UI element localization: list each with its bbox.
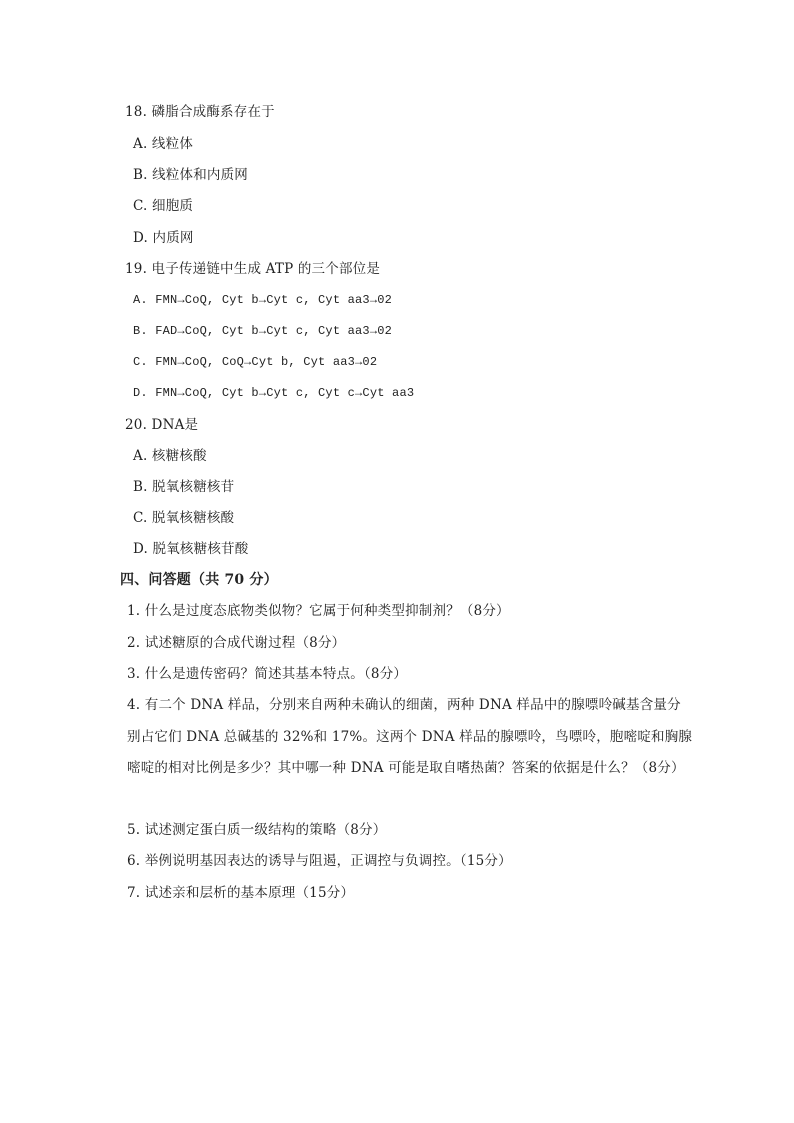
- essay-question-1: 1. 什么是过度态底物类似物？它属于何种类型抑制剂？（8分）: [127, 603, 510, 619]
- essay-question-6: 6. 举例说明基因表达的诱导与阻遏，正调控与负调控。（15分）: [127, 853, 512, 869]
- q20-option-b: B. 脱氧核糖核苷: [133, 479, 235, 495]
- q19-stem: 19. 电子传递链中生成 ATP 的三个部位是: [125, 261, 381, 277]
- q20-option-c: C. 脱氧核糖核酸: [133, 510, 235, 526]
- q20-option-a: A. 核糖核酸: [133, 448, 207, 464]
- q19-option-c: C. FMN→CoQ, CoQ→Cyt b, Cyt aa3→02: [133, 355, 378, 369]
- section-heading: 四、问答题（共 70 分）: [120, 572, 278, 588]
- essay-question-4-line-1: 4. 有二个 DNA 样品，分别来自两种未确认的细菌，两种 DNA 样品中的腺嘌呤碱基含量分: [127, 697, 681, 713]
- essay-question-3: 3. 什么是遗传密码？简述其基本特点。（8分）: [127, 666, 408, 682]
- q18-option-a: A. 线粒体: [133, 136, 194, 152]
- q19-option-a: A. FMN→CoQ, Cyt b→Cyt c, Cyt aa3→02: [133, 293, 393, 307]
- essay-question-4-line-3: 嘧啶的相对比例是多少？其中哪一种 DNA 可能是取自嗜热菌？答案的依据是什么？（8分）: [127, 760, 685, 776]
- q18-option-c: C. 细胞质: [133, 198, 194, 214]
- q19-option-d: D. FMN→CoQ, Cyt b→Cyt c, Cyt c→Cyt aa3: [133, 386, 415, 400]
- q18-option-b: B. 线粒体和内质网: [133, 167, 249, 183]
- essay-question-4-line-2: 别占它们 DNA 总碱基的 32%和 17%。这两个 DNA 样品的腺嘌呤，鸟嘌呤，胞嘧啶和胸腺: [127, 729, 693, 745]
- q20-option-d: D. 脱氧核糖核苷酸: [133, 541, 249, 557]
- essay-question-2: 2. 试述糖原的合成代谢过程（8分）: [127, 635, 346, 651]
- q19-option-b: B. FAD→CoQ, Cyt b→Cyt c, Cyt aa3→02: [133, 324, 393, 338]
- q20-stem: 20. DNA是: [125, 417, 199, 433]
- essay-question-5: 5. 试述测定蛋白质一级结构的策略（8分）: [127, 822, 387, 838]
- q18-option-d: D. 内质网: [133, 230, 194, 246]
- essay-question-7: 7. 试述亲和层析的基本原理（15分）: [127, 885, 355, 901]
- q18-stem: 18. 磷脂合成酶系存在于: [125, 104, 275, 120]
